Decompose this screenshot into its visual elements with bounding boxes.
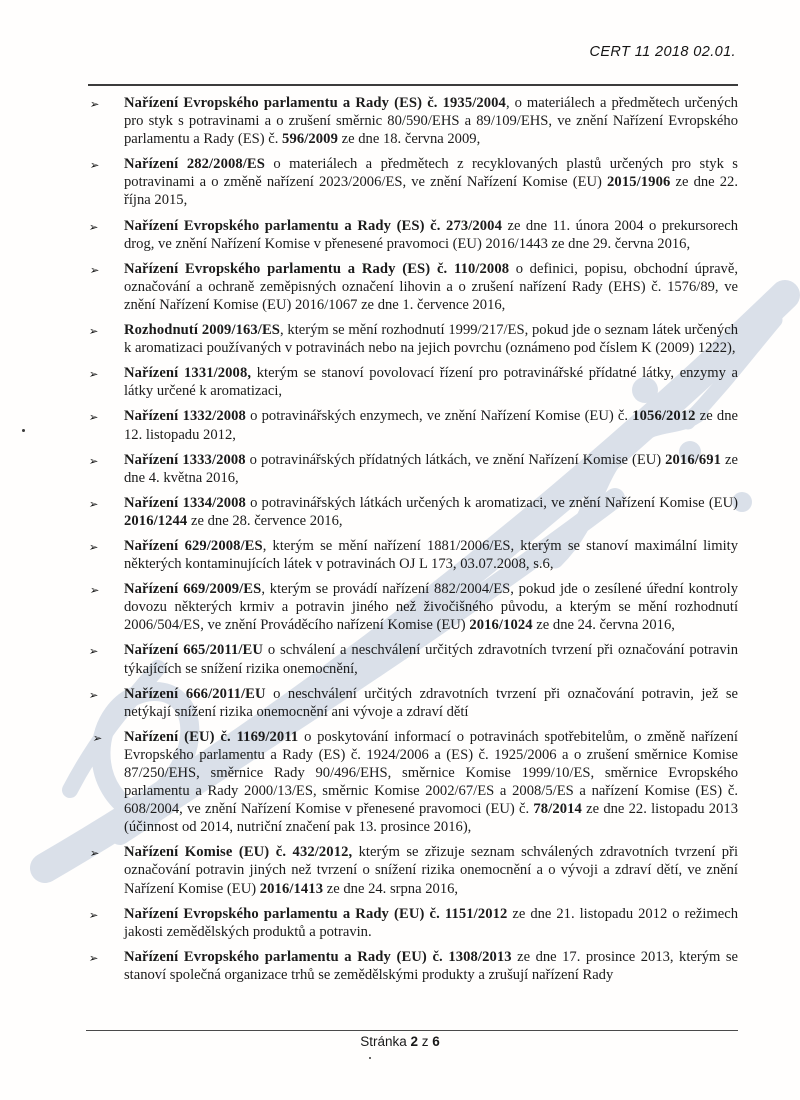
bullet-arrow-icon: ➢: [88, 643, 100, 658]
bullet-arrow-icon: ➢: [89, 262, 101, 277]
bullet-arrow-icon: ➢: [89, 157, 101, 172]
list-item: [88, 905, 738, 941]
document-code: CERT 11 2018 02.01.: [589, 44, 736, 60]
item-text: Nařízení 666/2011/EU o neschválení určitých zdravotních tvrzení při označování potravin, jež se netýkají snížení rizika onemocnění ani vývoje a zdraví dětí: [124, 685, 738, 720]
bullet-arrow-icon: ➢: [88, 219, 100, 234]
item-text: Nařízení 1331/2008, kterým se stanoví povolovací řízení pro potravinářské přídatné látky, enzymy a látky určené k aromatizaci,: [124, 365, 738, 400]
bullet-arrow-icon: ➢: [88, 323, 100, 338]
regulation-list: [88, 94, 738, 984]
bullet-arrow-icon: ➢: [88, 453, 100, 468]
regulation-list-container: [88, 94, 738, 1028]
footer-current-page: 2: [410, 1034, 418, 1049]
bullet-arrow-icon: ➢: [88, 539, 100, 554]
item-text: Nařízení Komise (EU) č. 432/2012, kterým se zřizuje seznam schválených zdravotních tvrzení při označování potravin jiných než tvrzení o snížení rizika onemocnění a o vývoji a zdraví dětí, ve znění Nařízení Komise (EU) 2016/1413 ze dne 24. srpna 2016,: [124, 844, 738, 897]
footer-prefix: Stránka: [360, 1034, 407, 1049]
bullet-arrow-icon: ➢: [88, 687, 100, 702]
item-text: Nařízení Evropského parlamentu a Rady (EU) č. 1308/2013 ze dne 17. prosince 2013, kterým se stanoví společná organizace trhů se zemědělskými produkty a zrušují nařízení Rady: [124, 948, 738, 983]
list-item: [88, 641, 738, 677]
list-item: [88, 843, 738, 897]
bullet-arrow-icon: ➢: [88, 409, 100, 424]
item-text: Nařízení (EU) č. 1169/2011 o poskytování informací o potravinách spotřebitelům, o změně nařízení Evropského parlamentu a Rady (ES) č. 1924/2006 a (ES) č. 1925/2006 a o zrušení směrnice Komise 87/250/EHS, směrnice Rady 90/496/EHS, směrnice Komise 1999/10/ES, směrnice Evropského parlamentu a Rady 2000/13/ES, směrnic Komise 2002/67/ES a 2008/5/ES a nařízení Komise (ES) č. 608/2004, ve znění Nařízení Komise v přenesené pravomoci (EU) č. 78/2014 ze dne 22. listopadu 2013 (účinnost od 2014, nutriční značení pak 13. prosince 2016),: [124, 728, 738, 836]
item-text: Nařízení 629/2008/ES, kterým se mění nařízení 1881/2006/ES, kterým se stanoví maximální limity některých kontaminujících látek v potravinách OJ L 173, 03.07.2008, s.6,: [124, 537, 738, 573]
item-text: Nařízení 1332/2008 o potravinářských enzymech, ve znění Nařízení Komise (EU) č. 1056/2012 ze dne 12. listopadu 2012,: [124, 408, 738, 443]
list-item: [88, 728, 738, 837]
item-text: Nařízení Evropského parlamentu a Rady (EU) č. 1151/2012 ze dne 21. listopadu 2012 o režimech jakosti zemědělských produktů a potravin.: [124, 905, 738, 940]
list-item: [88, 321, 738, 357]
bullet-arrow-icon: ➢: [89, 96, 101, 111]
item-text: Rozhodnutí 2009/163/ES, kterým se mění rozhodnutí 1999/217/ES, pokud jde o seznam látek určených k aromatizaci používaných v potravinách nebo na jejich povrchu (oznámeno pod číslem K (2009) 1222),: [124, 322, 738, 357]
list-item: [88, 580, 738, 634]
list-item: [88, 155, 738, 209]
bullet-arrow-icon: ➢: [91, 730, 104, 745]
item-text: Nařízení 1334/2008 o potravinářských látkách určených k aromatizaci, ve znění Nařízení Komise (EU) 2016/1244 ze dne 28. července 2016,: [124, 494, 738, 529]
item-text: Nařízení 1333/2008 o potravinářských přídatných látkách, ve znění Nařízení Komise (EU) 2016/691 ze dne 4. května 2016,: [124, 451, 738, 486]
list-item: [88, 948, 738, 984]
bullet-arrow-icon: ➢: [89, 582, 101, 597]
header-rule: [88, 84, 738, 86]
item-text: Nařízení Evropského parlamentu a Rady (ES) č. 273/2004 ze dne 11. února 2004 o prekursorech drog, ve znění Nařízení Komise v přenesené pravomoci (EU) 2016/1443 ze dne 29. června 2016,: [124, 217, 738, 252]
bullet-arrow-icon: ➢: [88, 907, 100, 922]
bullet-arrow-icon: ➢: [88, 496, 100, 511]
list-item: [88, 494, 738, 530]
bullet-arrow-icon: ➢: [89, 845, 101, 860]
item-text: Nařízení Evropského parlamentu a Rady (ES) č. 1935/2004, o materiálech a předmětech určených pro styk s potravinami a o zrušení směrnic 80/590/EHS a 89/109/EHS, ve znění Nařízení Evropského parlamentu a Rady (ES) č. 596/2009 ze dne 18. června 2009,: [124, 95, 738, 148]
scan-artifact-dot: [22, 429, 25, 432]
footer-rule: [86, 1030, 738, 1031]
list-item: [88, 451, 738, 487]
list-item: [88, 217, 738, 253]
item-text: Nařízení 282/2008/ES o materiálech a předmětech z recyklovaných plastů určených pro styk s potravinami a o změně nařízení 2023/2006/ES, ve znění Nařízení Komise (EU) 2015/1906 ze dne 22. října 2015,: [124, 156, 738, 209]
list-item: [88, 685, 738, 721]
item-text: Nařízení 665/2011/EU o schválení a neschválení určitých zdravotních tvrzení při označování potravin týkajících se snížení rizika onemocnění,: [124, 642, 738, 677]
footer-total-pages: 6: [432, 1034, 440, 1049]
item-text: Nařízení 669/2009/ES, kterým se provádí nařízení 882/2004/ES, pokud jde o zesílené úřední kontroly dovozu některých krmiv a potravin jiného než živočišného původu, a kterým se mění rozhodnutí 2006/504/ES, ve znění Prováděcího nařízení Komise (EU) 2016/1024 ze dne 24. června 2016,: [124, 581, 738, 634]
list-item: [88, 537, 738, 573]
bullet-arrow-icon: ➢: [88, 950, 100, 965]
list-item: [88, 364, 738, 400]
item-text: Nařízení Evropského parlamentu a Rady (ES) č. 110/2008 o definici, popisu, obchodní úpravě, označování a ochraně zeměpisných označení lihovin a o zrušení nařízení Rady (EHS) č. 1576/89, ve znění Nařízení Komise (EU) 2016/1067 ze dne 1. července 2016,: [124, 260, 738, 313]
list-item: [88, 260, 738, 314]
bullet-arrow-icon: ➢: [88, 366, 100, 381]
list-item: [88, 407, 738, 443]
page-number-footer: [0, 1034, 800, 1049]
scan-artifact-dot: [369, 1057, 371, 1059]
footer-separator: z: [421, 1034, 429, 1049]
list-item: [88, 94, 738, 148]
